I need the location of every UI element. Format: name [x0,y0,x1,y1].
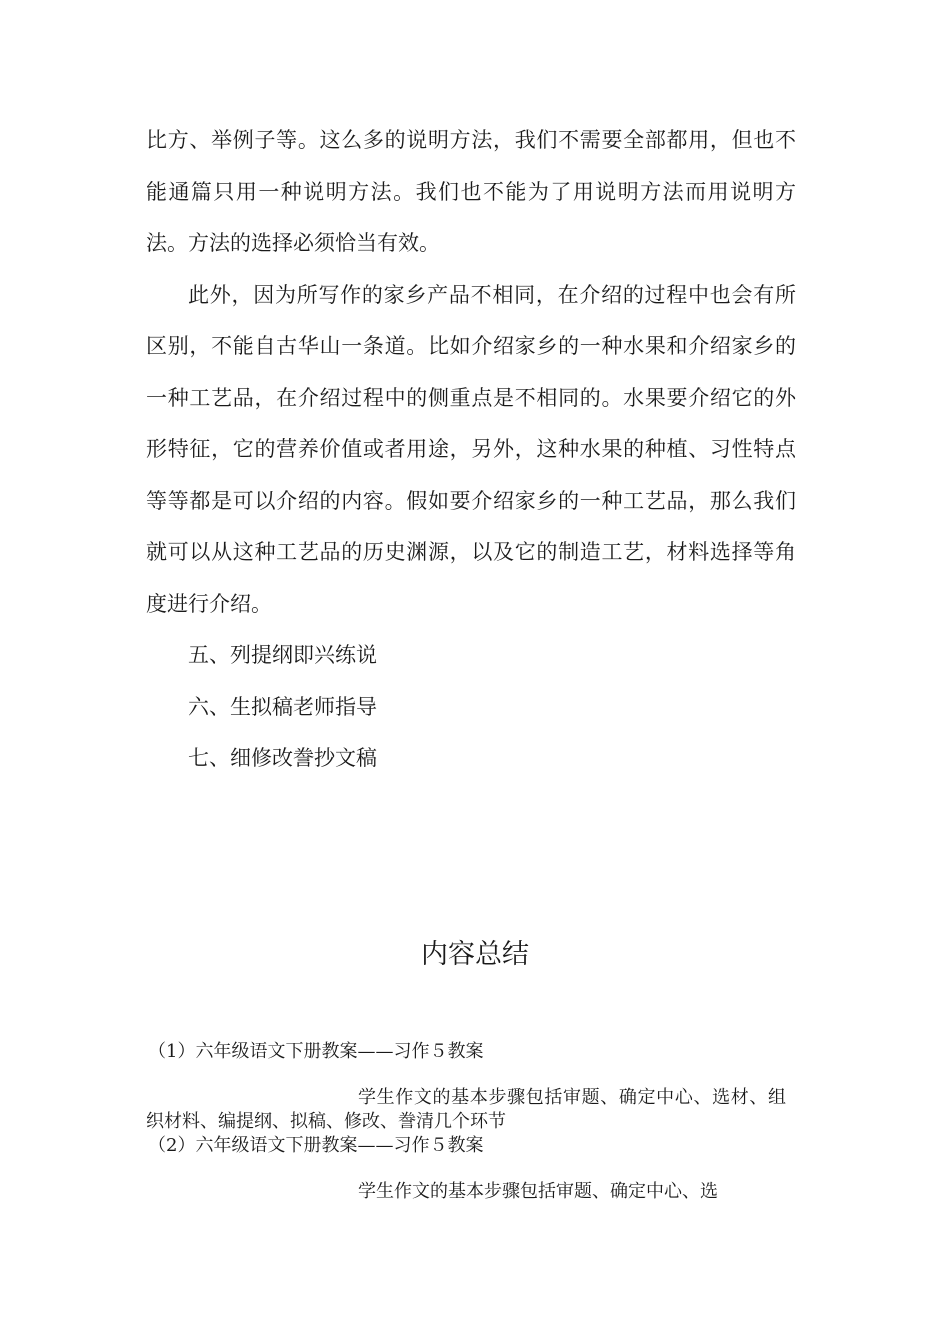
summary-item-desc: 学生作文的基本步骤包括审题、确定中心、选材、组织材料、编提纲、拟稿、修改、誊清几个环节 [146,1087,786,1132]
step-heading: 七、细修改誊抄文稿 [188,746,377,770]
step-heading: 六、生拟稿老师指导 [188,694,377,719]
body-text [146,115,796,785]
summary-list [146,1040,786,1204]
step-heading: 五、列提纲即兴练说 [188,643,377,667]
summary-title: 内容总结 [421,939,529,970]
paragraph: 此外，因为所写作的家乡产品不相同，在介绍的过程中也会有所区别，不能自古华山一条道。比如介绍家乡的一种水果和介绍家乡的一种工艺品，在介绍过程中的侧重点是不相同的。水果要介绍它的外形特征，它的营养价值或者用途，另外，这种水果的种植、习性特点等等都是可以介绍的内容。假如要介绍家乡的一种工艺品，那么我们就可以从这种工艺品的历史渊源，以及它的制造工艺，材料选择等角度进行介绍。 [146,282,796,616]
summary-item-title: （2）六年级语文下册教案——习作５教案 [148,1135,484,1156]
summary-item-desc: 学生作文的基本步骤包括审题、确定中心、选 [358,1181,718,1202]
paragraph: 比方、举例子等。这么多的说明方法，我们不需要全部都用，但也不能通篇只用一种说明方法。我们也不能为了用说明方法而用说明方法。方法的选择必须恰当有效。 [146,128,796,255]
summary-item-title: （1）六年级语文下册教案——习作５教案 [148,1041,484,1062]
